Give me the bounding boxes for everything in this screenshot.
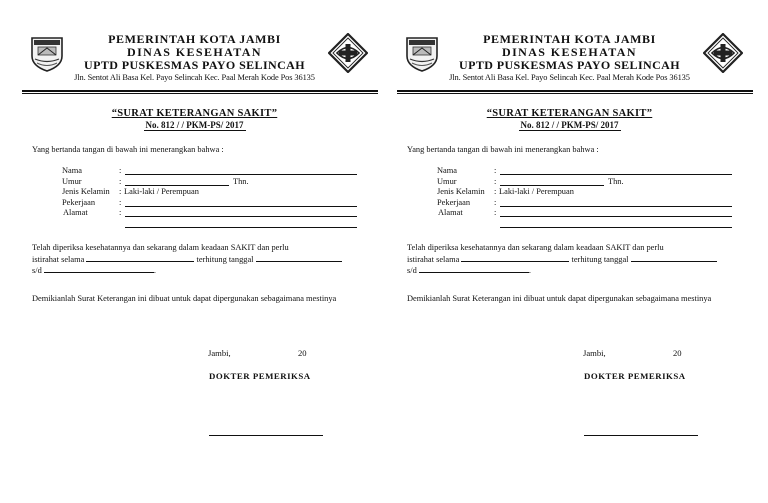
signature-line[interactable] bbox=[584, 435, 698, 436]
sick-letter-form bbox=[397, 0, 742, 503]
header-health-center: UPTD PUSKESMAS PAYO SELINCAH bbox=[84, 58, 305, 72]
field-colon: : bbox=[494, 166, 497, 175]
field-colon: : bbox=[119, 187, 122, 196]
field-colon: : bbox=[494, 187, 497, 196]
field-value-jenis-kelamin: Laki-laki / Perempuan bbox=[499, 187, 574, 196]
exam-line-3: s/d . bbox=[32, 266, 156, 275]
field-label-alamat: Alamat bbox=[63, 208, 88, 217]
field-colon: : bbox=[119, 166, 122, 175]
signing-year: 20 bbox=[673, 348, 682, 358]
field-label-nama: Nama bbox=[437, 166, 457, 175]
intro-text: Yang bertanda tangan di bawah ini menerangkan bahwa : bbox=[407, 145, 599, 154]
field-blank-nama[interactable] bbox=[500, 174, 732, 175]
closing-paragraph: Demikianlah Surat Keterangan ini dibuat untuk dapat dipergunakan sebagaimana mestinya bbox=[32, 294, 337, 303]
signer-title: DOKTER PEMERIKSA bbox=[584, 371, 686, 381]
header-government: PEMERINTAH KOTA JAMBI bbox=[483, 32, 656, 46]
field-colon: : bbox=[494, 176, 497, 186]
exam-line-2 bbox=[407, 253, 739, 264]
header-address: Jln. Sentot Ali Basa Kel. Payo Selincah Kec. Paal Merah Kode Pos 36135 bbox=[449, 73, 690, 82]
exam-until-label: s/d bbox=[407, 266, 417, 275]
field-label-nama: Nama bbox=[62, 166, 82, 175]
field-blank-pekerjaan[interactable] bbox=[500, 206, 732, 207]
field-blank-nama[interactable] bbox=[125, 174, 357, 175]
header-divider bbox=[22, 90, 378, 94]
letter-number: No. 812 / / PKM-PS/ 2017 bbox=[145, 120, 244, 130]
signature-line[interactable] bbox=[209, 435, 323, 436]
field-label-jenis-kelamin: Jenis Kelamin bbox=[437, 187, 485, 196]
exam-rest-label: istirahat selama bbox=[407, 255, 460, 264]
signer-title: DOKTER PEMERIKSA bbox=[209, 371, 311, 381]
signing-year: 20 bbox=[298, 348, 307, 358]
header-government: PEMERINTAH KOTA JAMBI bbox=[108, 32, 281, 46]
field-blank-umur[interactable] bbox=[125, 185, 229, 186]
closing-paragraph: Demikianlah Surat Keterangan ini dibuat untuk dapat dipergunakan sebagaimana mestinya bbox=[407, 294, 712, 303]
field-label-pekerjaan: Pekerjaan bbox=[62, 197, 96, 207]
header-department: DINAS KESEHATAN bbox=[127, 45, 262, 59]
field-colon: : bbox=[494, 208, 497, 217]
rest-duration-blank[interactable] bbox=[86, 253, 194, 262]
end-date-blank[interactable] bbox=[419, 264, 529, 273]
field-blank-alamat[interactable] bbox=[500, 216, 732, 217]
exam-line-2 bbox=[32, 253, 364, 264]
field-blank-umur[interactable] bbox=[500, 185, 604, 186]
start-date-blank[interactable] bbox=[256, 253, 342, 262]
field-label-pekerjaan: Pekerjaan bbox=[437, 197, 471, 207]
exam-until-label: s/d bbox=[32, 266, 42, 275]
examination-paragraph bbox=[407, 242, 739, 275]
sick-letter-form bbox=[22, 0, 367, 503]
rest-duration-blank[interactable] bbox=[461, 253, 569, 262]
signing-place: Jambi, bbox=[208, 348, 231, 358]
field-colon: : bbox=[494, 197, 497, 207]
signing-place: Jambi, bbox=[583, 348, 606, 358]
field-colon: : bbox=[119, 197, 122, 207]
intro-text: Yang bertanda tangan di bawah ini menerangkan bahwa : bbox=[32, 145, 224, 154]
letter-number: No. 812 / / PKM-PS/ 2017 bbox=[520, 120, 619, 130]
start-date-blank[interactable] bbox=[631, 253, 717, 262]
field-blank-alamat[interactable] bbox=[125, 216, 357, 217]
field-label-jenis-kelamin: Jenis Kelamin bbox=[62, 187, 110, 196]
exam-date-label: terhitung tanggal bbox=[571, 255, 629, 264]
field-label-alamat: Alamat bbox=[438, 208, 463, 217]
letter-title: “SURAT KETERANGAN SAKIT” bbox=[486, 108, 653, 119]
header-divider bbox=[397, 90, 753, 94]
field-blank-alamat-2[interactable] bbox=[500, 227, 732, 228]
exam-line-1: Telah diperiksa kesehatannya dan sekarang dalam keadaan SAKIT dan perlu bbox=[32, 243, 289, 252]
exam-rest-label: istirahat selama bbox=[32, 255, 85, 264]
field-colon: : bbox=[119, 176, 122, 186]
exam-line-3: s/d . bbox=[407, 266, 531, 275]
end-date-blank[interactable] bbox=[44, 264, 154, 273]
field-colon: : bbox=[119, 208, 122, 217]
letter-title: “SURAT KETERANGAN SAKIT” bbox=[111, 108, 278, 119]
examination-paragraph bbox=[32, 242, 364, 275]
header-address: Jln. Sentot Ali Basa Kel. Payo Selincah Kec. Paal Merah Kode Pos 36135 bbox=[74, 73, 315, 82]
header-department: DINAS KESEHATAN bbox=[502, 45, 637, 59]
field-blank-alamat-2[interactable] bbox=[125, 227, 357, 228]
field-label-umur: Umur bbox=[437, 176, 457, 186]
exam-line-1: Telah diperiksa kesehatannya dan sekarang dalam keadaan SAKIT dan perlu bbox=[407, 243, 664, 252]
field-unit-umur: Thn. bbox=[608, 176, 624, 186]
field-blank-pekerjaan[interactable] bbox=[125, 206, 357, 207]
field-value-jenis-kelamin: Laki-laki / Perempuan bbox=[124, 187, 199, 196]
header-health-center: UPTD PUSKESMAS PAYO SELINCAH bbox=[459, 58, 680, 72]
field-unit-umur: Thn. bbox=[233, 176, 249, 186]
field-label-umur: Umur bbox=[62, 176, 82, 186]
exam-date-label: terhitung tanggal bbox=[196, 255, 254, 264]
